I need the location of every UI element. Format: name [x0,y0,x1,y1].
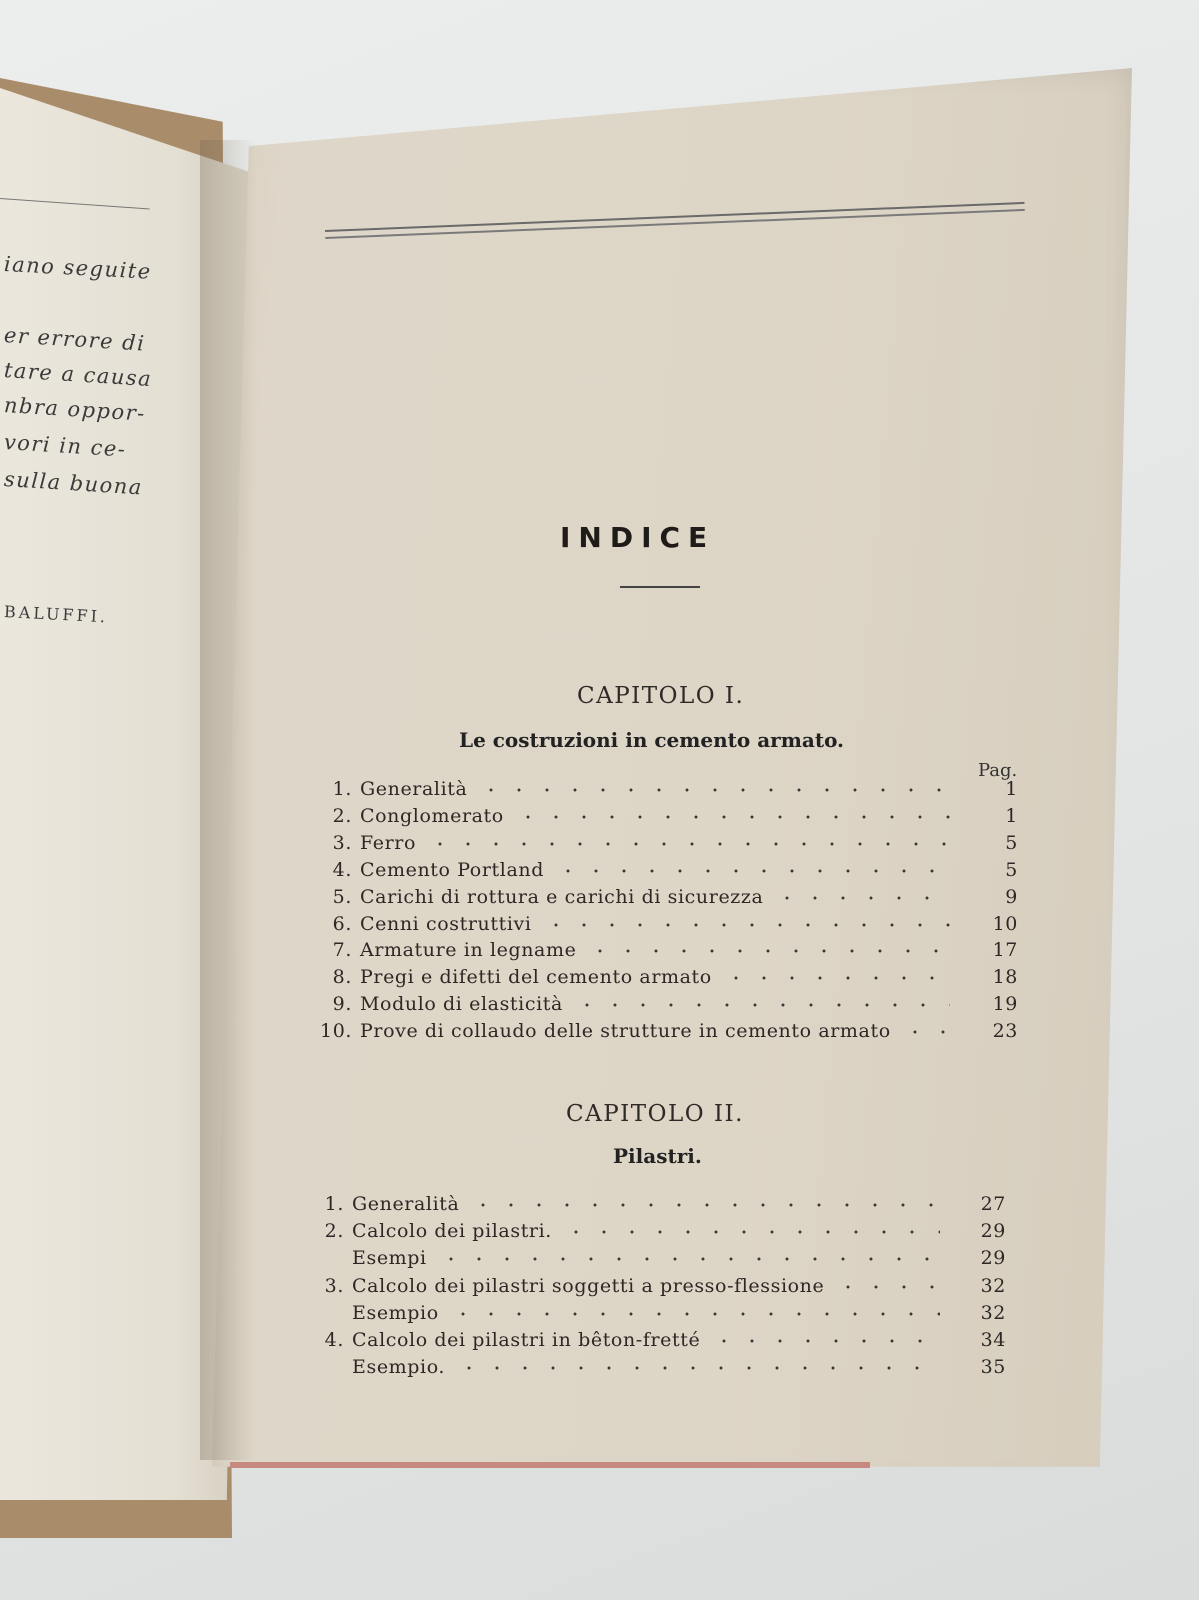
left-page-line: sulla buona [3,467,144,500]
entry-number: 2. [332,804,352,827]
leader-dots [542,917,950,933]
leader-dots [586,943,950,959]
chapter-heading: CAPITOLO I. [577,683,745,709]
page-column-label: Pag. [978,760,1018,781]
entry-title: Ferro [360,831,416,854]
entry-page-number: 23 [992,1020,1018,1043]
index-entry [312,1302,1006,1326]
leader-dots [554,863,950,879]
entry-page-number: 29 [980,1220,1006,1243]
entry-page-number: 29 [980,1247,1006,1270]
entry-number: 2. [324,1220,344,1243]
leader-dots [834,1279,940,1295]
index-entry [320,913,1018,937]
entry-page-number: 27 [980,1193,1006,1215]
left-page-line: vori in ce- [3,430,128,462]
index-entry [312,1193,1006,1217]
entry-page-number: 35 [980,1356,1006,1379]
leader-dots [773,890,950,906]
index-entry [312,1220,1006,1244]
entry-page-number: 1 [1005,778,1018,800]
leader-dots [901,1024,950,1040]
entry-title: Esempio [352,1301,439,1324]
entry-title: Conglomerato [360,804,504,827]
entry-number: 9. [332,993,352,1016]
entry-page-number: 10 [992,912,1018,935]
index-entry [312,1356,1006,1380]
leader-dots [426,836,950,852]
left-page-line: nbra oppor- [3,393,147,426]
leader-dots [437,1251,940,1267]
entry-page-number: 5 [1005,831,1018,854]
leader-dots [469,1197,940,1213]
entry-title: Armature in legname [360,939,577,962]
leader-dots [514,809,950,825]
index-entry [312,1247,1006,1271]
entry-number: 4. [324,1329,344,1351]
index-entry [320,832,1018,856]
chapter-subtitle: Le costruzioni in cemento armato. [459,728,845,752]
entry-title: Cenni costruttivi [360,912,532,935]
entry-page-number: 5 [1005,858,1018,881]
entry-title: Carichi di rottura e carichi di sicurezza [360,885,764,908]
entry-page-number: 19 [992,993,1018,1016]
entry-title: Calcolo dei pilastri. [352,1220,552,1243]
entry-title: Generalità [360,778,468,800]
index-entry [320,859,1018,883]
chapter-subtitle: Pilastri. [613,1144,702,1168]
index-entry [312,1275,1006,1299]
index-entry [320,939,1018,963]
entry-page-number: 32 [980,1301,1006,1324]
index-entry [320,993,1018,1017]
entry-number: 1. [324,1193,344,1215]
entry-number: 8. [332,966,352,989]
leader-dots [477,782,950,798]
entry-title: Esempio. [352,1356,446,1379]
left-page-line: iano seguite [3,252,153,284]
index-entry [320,886,1018,910]
entry-number: 3. [332,831,352,854]
entry-page-number: 34 [980,1329,1006,1351]
entry-title: Pregi e difetti del cemento armato [360,966,712,989]
leader-dots [573,997,950,1013]
index-entry [320,805,1018,829]
entry-title: Cemento Portland [360,858,544,881]
leader-dots [562,1224,940,1240]
index-entry [320,778,1018,802]
leader-dots [455,1360,940,1376]
entry-page-number: 17 [992,939,1018,962]
entry-title: Generalità [352,1193,460,1215]
entry-page-number: 32 [980,1274,1006,1297]
leader-dots [449,1306,940,1322]
index-entry [320,1020,1018,1044]
entry-page-number: 1 [1005,804,1018,827]
index-entry [320,966,1018,990]
entry-number: 7. [332,939,352,962]
entry-page-number: 9 [1005,885,1018,908]
entry-title: Esempi [352,1247,427,1270]
left-page-signature: BALUFFI. [3,602,109,627]
left-page-line: er errore di [3,323,147,356]
left-page-line: tare a causa [3,358,153,392]
entry-number: 4. [332,858,352,881]
leader-dots [722,970,950,986]
entry-number: 6. [332,912,352,935]
leader-dots [710,1333,940,1349]
chapter-heading: CAPITOLO II. [566,1101,744,1127]
entry-number: 3. [324,1274,344,1297]
entry-title: Modulo di elasticità [360,993,563,1016]
entry-title: Calcolo dei pilastri in bêton-fretté [352,1329,701,1351]
entry-page-number: 18 [992,966,1018,989]
index-title: INDICE [560,521,716,554]
entry-number: 10. [320,1020,353,1043]
entry-title: Prove di collaudo delle strutture in cemento armato [360,1020,891,1043]
entry-number: 1. [332,778,352,800]
entry-title: Calcolo dei pilastri soggetti a presso-flessione [352,1274,825,1297]
title-rule [620,586,700,588]
index-entry [312,1329,1006,1353]
entry-number: 5. [332,885,352,908]
